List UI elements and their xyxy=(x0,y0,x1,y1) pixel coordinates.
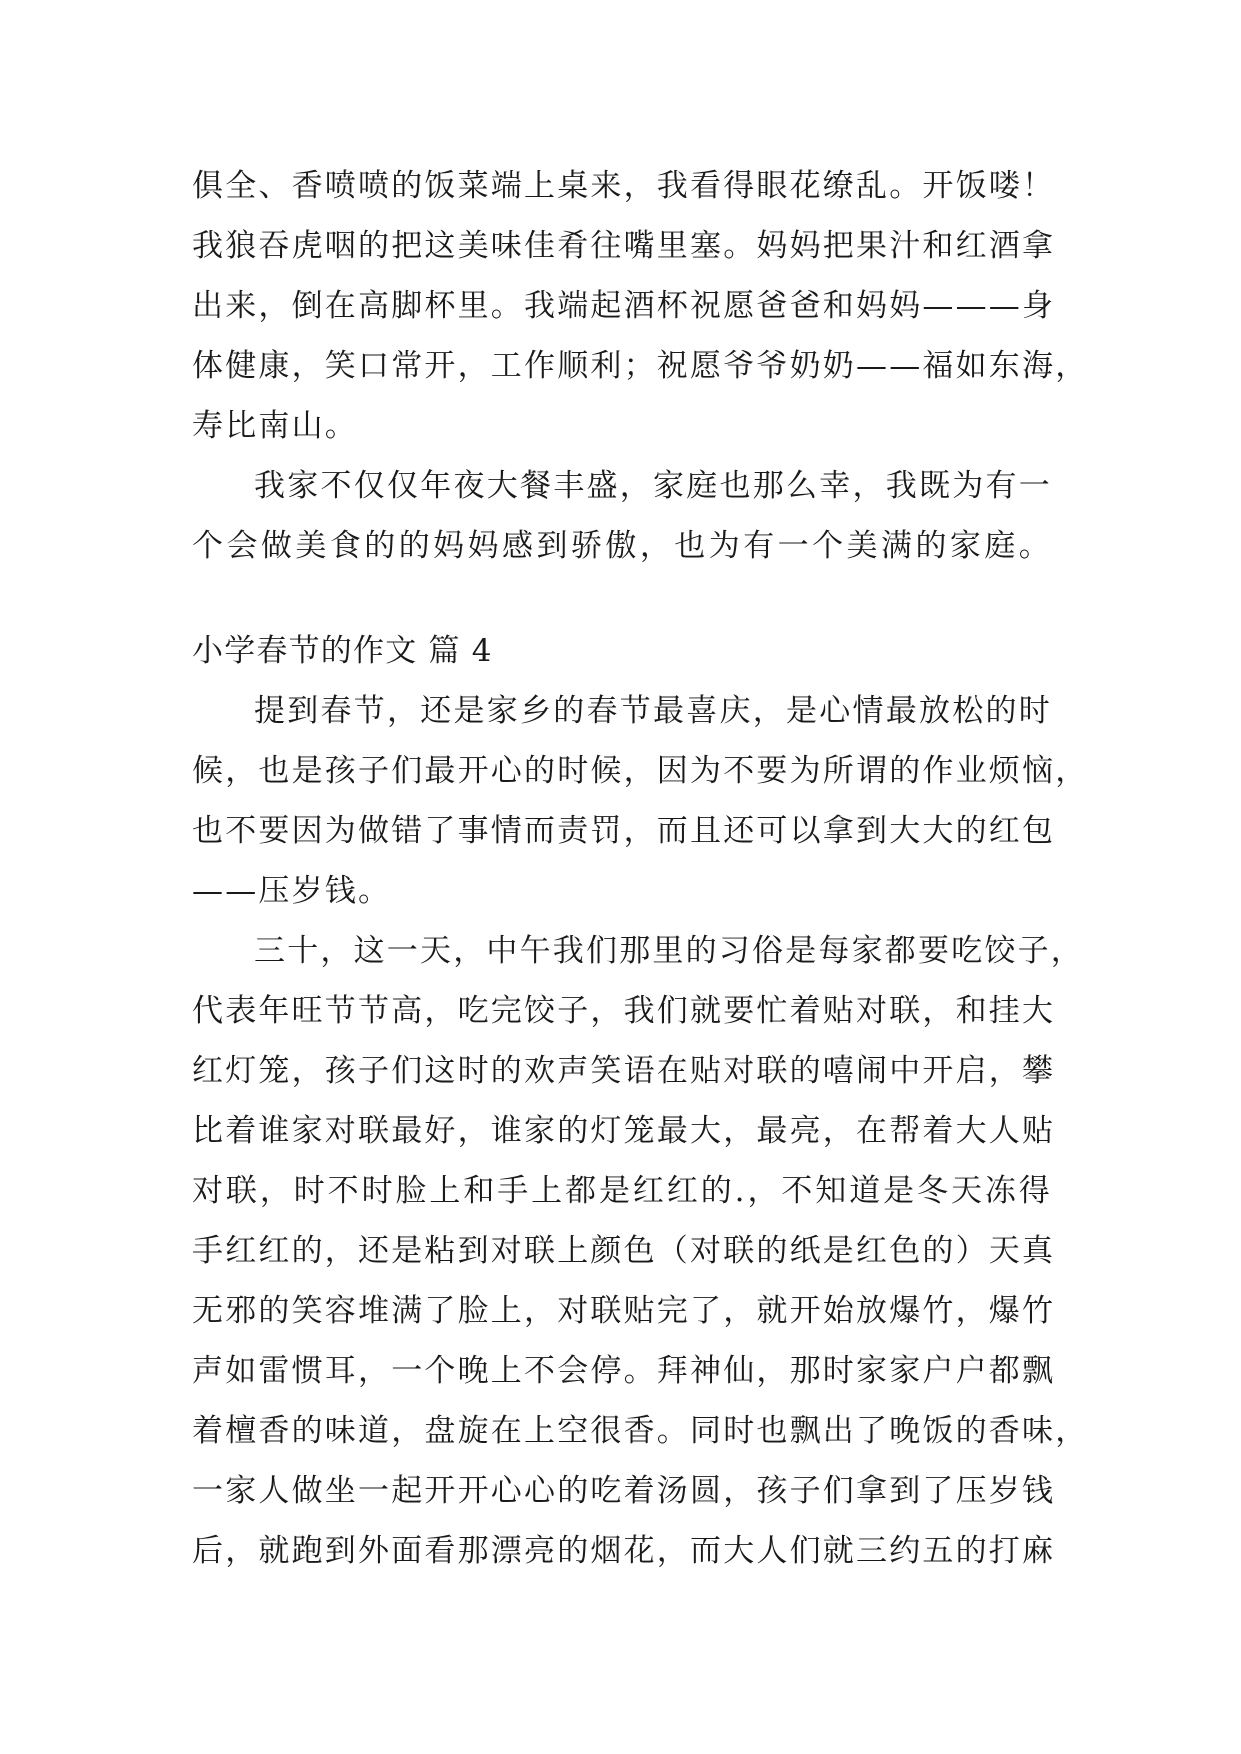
text-line: 对联，时不时脸上和手上都是红红的.，不知道是冬天冻得 xyxy=(192,1173,1052,1209)
text-line: ——压岁钱。 xyxy=(192,873,392,909)
section-heading: 小学春节的作文 篇 4 xyxy=(192,633,493,669)
text-line: 俱全、香喷喷的饭菜端上桌来，我看得眼花缭乱。开饭喽！ xyxy=(192,168,1056,204)
text-line: 声如雷惯耳，一个晚上不会停。拜神仙，那时家家户户都飘 xyxy=(192,1353,1056,1389)
text-line: 代表年旺节节高，吃完饺子，我们就要忙着贴对联，和挂大 xyxy=(192,993,1056,1029)
text-line: 我狼吞虎咽的把这美味佳肴往嘴里塞。妈妈把果汁和红酒拿 xyxy=(192,228,1056,264)
text-line: 三十，这一天，中午我们那里的习俗是每家都要吃饺子， xyxy=(254,933,1084,969)
text-line: 出来，倒在高脚杯里。我端起酒杯祝愿爸爸和妈妈———身 xyxy=(192,288,1056,324)
text-line: 候，也是孩子们最开心的时候，因为不要为所谓的作业烦恼， xyxy=(192,753,1089,789)
text-line: 无邪的笑容堆满了脸上，对联贴完了，就开始放爆竹，爆竹 xyxy=(192,1293,1056,1329)
text-line: 手红红的，还是粘到对联上颜色（对联的纸是红色的）天真 xyxy=(192,1233,1056,1269)
text-line: 体健康，笑口常开，工作顺利；祝愿爷爷奶奶——福如东海， xyxy=(192,348,1089,384)
text-line: 寿比南山。 xyxy=(192,408,358,444)
text-line: 个会做美食的的妈妈感到骄傲，也为有一个美满的家庭。 xyxy=(192,528,1052,564)
text-line: 后，就跑到外面看那漂亮的烟花，而大人们就三约五的打麻 xyxy=(192,1533,1056,1569)
text-line: 着檀香的味道，盘旋在上空很香。同时也飘出了晚饭的香味， xyxy=(192,1413,1089,1449)
text-line: 比着谁家对联最好，谁家的灯笼最大，最亮，在帮着大人贴 xyxy=(192,1113,1056,1149)
text-line: 一家人做坐一起开开心心的吃着汤圆，孩子们拿到了压岁钱 xyxy=(192,1473,1056,1509)
text-line: 也不要因为做错了事情而责罚，而且还可以拿到大大的红包 xyxy=(192,813,1056,849)
text-line: 提到春节，还是家乡的春节最喜庆，是心情最放松的时 xyxy=(254,693,1052,729)
text-line: 红灯笼，孩子们这时的欢声笑语在贴对联的嘻闹中开启，攀 xyxy=(192,1053,1056,1089)
text-line: 我家不仅仅年夜大餐丰盛，家庭也那么幸，我既为有一 xyxy=(254,468,1052,504)
